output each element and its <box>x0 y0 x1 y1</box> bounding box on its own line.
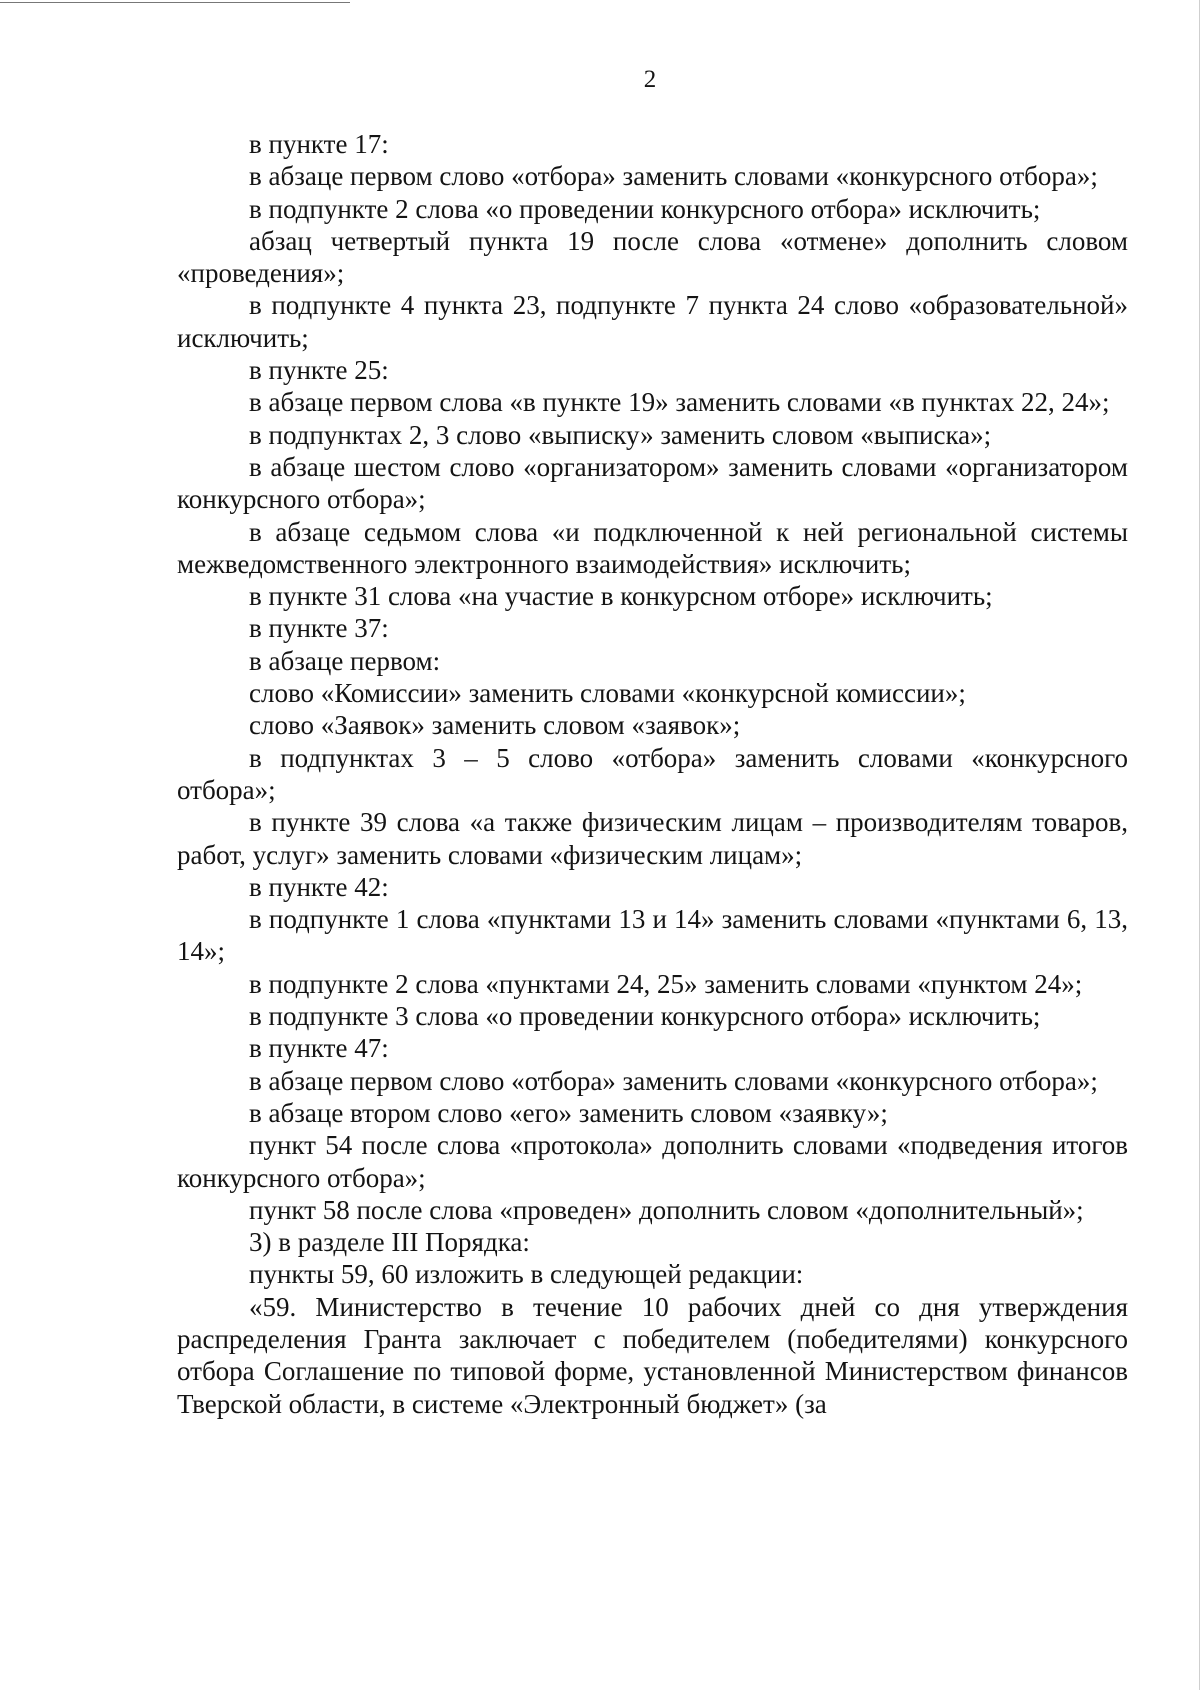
paragraph: в пункте 39 слова «а также физическим лицам – производителям товаров, работ, услуг» заменить словами «физическим лицам»; <box>177 807 1128 870</box>
paragraph: слово «Заявок» заменить словом «заявок»; <box>249 710 741 741</box>
paragraph: пункт 54 после слова «протокола» дополнить словами «подведения итогов конкурсного отбора»; <box>177 1130 1128 1193</box>
paragraph: в подпункте 2 слова «пунктами 24, 25» заменить словами «пунктом 24»; <box>249 968 1083 999</box>
paragraph: в подпунктах 3 – 5 слово «отбора» заменить словами «конкурсного отбора»; <box>177 742 1128 805</box>
paragraph: в абзаце первом: <box>249 645 441 676</box>
document-body <box>177 128 1128 1420</box>
paragraph: слово «Комиссии» заменить словами «конкурсной комиссии»; <box>249 678 966 709</box>
paragraph: в подпункте 3 слова «о проведении конкурсного отбора» исключить; <box>249 1001 1041 1032</box>
paragraph: в абзаце первом слово «отбора» заменить словами «конкурсного отбора»; <box>249 161 1098 192</box>
paragraph: в пункте 47: <box>249 1033 389 1064</box>
paragraph: в пункте 42: <box>249 871 389 902</box>
paragraph: пункт 58 после слова «проведен» дополнить словом «дополнительный»; <box>249 1194 1084 1225</box>
paragraph: в абзаце втором слово «его» заменить словом «заявку»; <box>249 1097 888 1128</box>
paragraph: в абзаце седьмом слова «и подключенной к ней региональной системы межведомственного электронного взаимодействия» исключить; <box>177 516 1128 579</box>
paragraph: абзац четвертый пункта 19 после слова «отмене» дополнить словом «проведения»; <box>177 225 1128 289</box>
paragraph: в пункте 31 слова «на участие в конкурсном отборе» исключить; <box>249 581 993 612</box>
paragraph: пункты 59, 60 изложить в следующей редакции: <box>249 1259 804 1290</box>
paragraph: в подпункте 2 слова «о проведении конкурсного отбора» исключить; <box>249 193 1041 224</box>
paragraph: «59. Министерство в течение 10 рабочих дней со дня утверждения распределения Гранта заключает с победителем (победителями) конкурсного отбора Соглашение по типовой форме, установленной Министерством финансов Тверской области, в системе «Электронный бюджет» (за <box>177 1291 1128 1419</box>
paragraph: в пункте 17: <box>249 129 389 159</box>
paragraph: в подпункте 4 пункта 23, подпункте 7 пункта 24 слово «образовательной» исключить; <box>177 290 1128 353</box>
paragraph: в пункте 25: <box>249 355 389 386</box>
paragraph: в подпункте 1 слова «пунктами 13 и 14» заменить словами «пунктами 6, 13, 14»; <box>177 904 1128 967</box>
paragraph: в подпунктах 2, 3 слово «выписку» заменить словом «выписка»; <box>249 419 992 450</box>
scan-artifact-line <box>0 2 350 3</box>
paragraph: в абзаце шестом слово «организатором» заменить словами «организатором конкурсного отбора»; <box>177 451 1128 515</box>
paragraph: в абзаце первом слова «в пункте 19» заменить словами «в пунктах 22, 24»; <box>249 387 1110 418</box>
paragraph: в пункте 37: <box>249 613 389 644</box>
paragraph: 3) в разделе III Порядка: <box>249 1227 530 1258</box>
paragraph: в абзаце первом слово «отбора» заменить словами «конкурсного отбора»; <box>249 1065 1098 1096</box>
page-number: 2 <box>643 66 657 93</box>
